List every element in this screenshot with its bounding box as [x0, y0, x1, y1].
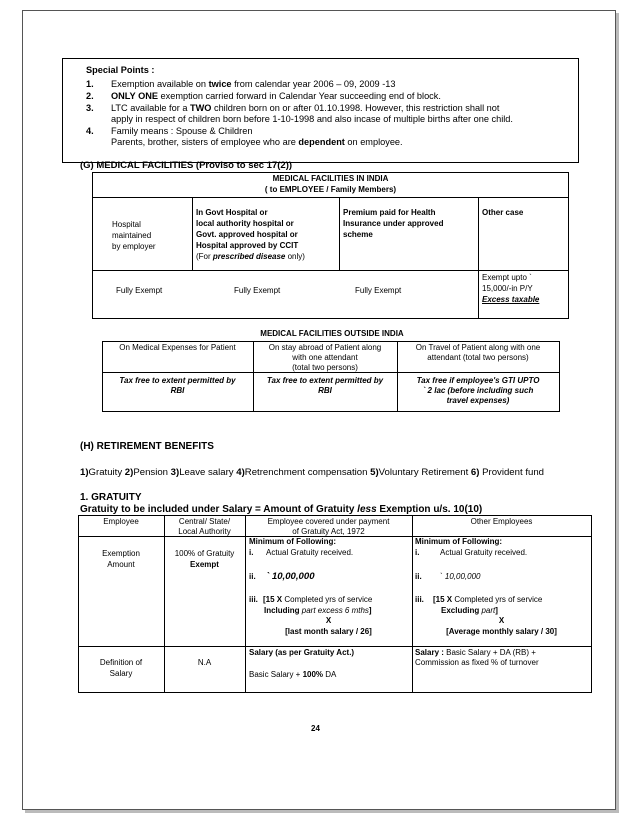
- col2-line: Govt. approved hospital or: [196, 230, 298, 239]
- col2-line: local authority hospital or: [196, 219, 294, 228]
- covered-ii: ` 10,00,000: [266, 571, 315, 582]
- other-x: X: [498, 616, 505, 625]
- covered-x: X: [325, 616, 332, 625]
- col2-line: Hospital approved by CCIT: [196, 241, 299, 250]
- def-other: Salary : Basic Salary + DA (RB) +: [415, 648, 536, 657]
- col4-header: Other case: [482, 208, 524, 217]
- item-number: 4.: [86, 126, 94, 136]
- covered-iii-num: iii.: [249, 595, 258, 604]
- outside-head-1: On Medical Expenses for Patient: [119, 343, 236, 352]
- outside-row-3c: travel expenses): [446, 396, 510, 405]
- def-label: Definition of: [99, 658, 143, 667]
- table-border: [591, 515, 592, 692]
- covered-ii-num: ii.: [249, 572, 256, 581]
- other-min: Minimum of Following:: [415, 537, 503, 546]
- other-iii-num: iii.: [415, 595, 424, 604]
- india-table-subtitle: ( to EMPLOYEE / Family Members): [264, 185, 397, 194]
- table-border: [78, 692, 592, 693]
- col3-line: scheme: [343, 230, 373, 239]
- outside-head-2: On stay abroad of Patient along: [268, 343, 382, 352]
- gratuity-subheading: Gratuity to be included under Salary = Amount of Gratuity less Exemption u/s. 10(10): [80, 504, 483, 515]
- other-i-num: i.: [415, 548, 420, 557]
- fully-exempt: Fully Exempt: [234, 286, 281, 295]
- table-border: [102, 411, 560, 412]
- outside-head-3b: attendant (total two persons): [427, 353, 529, 362]
- special-point-3-cont: apply in respect of children born before 1-10-1998 and also incase of multiple births after one child.: [111, 114, 513, 124]
- fully-exempt: Fully Exempt: [355, 286, 402, 295]
- table-border: [78, 515, 592, 516]
- other-i: Actual Gratuity received.: [440, 548, 528, 557]
- covered-iii-2: Including part excess 6 mths]: [264, 606, 372, 615]
- covered-min: Minimum of Following:: [249, 537, 337, 546]
- header-employee: Employee: [103, 517, 139, 526]
- outside-head-2b: with one attendant: [292, 353, 358, 362]
- col3-line: Insurance under approved: [343, 219, 444, 228]
- header-covered: Employee covered under payment: [267, 517, 390, 526]
- exempt-upto: Exempt upto `: [482, 273, 532, 282]
- outside-row-2b: RBI: [318, 386, 332, 395]
- exemption-label: Exemption: [102, 549, 140, 558]
- outside-row-3b: ` 2 lac (before including such: [422, 386, 534, 395]
- table-border: [412, 515, 413, 692]
- table-border: [92, 172, 569, 173]
- col1-line: maintained: [112, 231, 152, 240]
- outside-row-1b: RBI: [170, 386, 185, 395]
- item-number: 1.: [86, 79, 94, 89]
- def-covered-title: Salary (as per Gratuity Act.): [249, 648, 355, 657]
- retirement-benefits-list: 1)Gratuity 2)Pension 3)Leave salary 4)Retrenchment compensation 5)Voluntary Retirement 6) Provident fund: [80, 467, 544, 478]
- table-border: [92, 270, 569, 271]
- page-number: 24: [311, 724, 320, 733]
- col1-line: by employer: [112, 242, 156, 251]
- central-exempt-2: Exempt: [190, 560, 219, 569]
- header-local: Local Authority: [178, 527, 231, 536]
- covered-iii: [15 X Completed yrs of service: [263, 595, 373, 604]
- outside-row-3: Tax free if employee's GTI UPTO: [416, 376, 540, 385]
- fully-exempt: Fully Exempt: [116, 286, 163, 295]
- table-border: [92, 197, 569, 198]
- exempt-amount: 15,000/-in P/Y: [482, 284, 533, 293]
- other-ii: ` 10,00,000: [440, 572, 481, 581]
- outside-head-2c: (total two persons): [292, 363, 358, 372]
- special-point-1: Exemption available on twice from calendar year 2006 – 09, 2009 -13: [111, 79, 396, 89]
- col2-line-last: (For prescribed disease only): [196, 252, 305, 261]
- outside-head-3: On Travel of Patient along with one: [415, 343, 541, 352]
- table-border: [78, 646, 592, 647]
- other-iii: [15 X Completed yrs of service: [433, 595, 543, 604]
- table-border: [102, 341, 560, 342]
- section-h-heading: (H) RETIREMENT BENEFITS: [80, 441, 214, 452]
- special-point-3: LTC available for a TWO children born on or after 01.10.1998. However, this restriction shall not: [111, 103, 500, 113]
- other-last: [Average monthly salary / 30]: [446, 627, 557, 636]
- table-border: [245, 515, 246, 692]
- table-border: [339, 197, 340, 270]
- header-covered-2: of Gratuity Act, 1972: [292, 527, 365, 536]
- india-table-title: MEDICAL FACILITIES IN INDIA: [272, 174, 389, 183]
- def-covered-text: Basic Salary + 100% DA: [249, 670, 337, 679]
- other-ii-num: ii.: [415, 572, 422, 581]
- section-g-heading: (G) MEDICAL FACILITIES (Proviso to sec 17(2)): [80, 160, 293, 171]
- col2-line: In Govt Hospital or: [196, 208, 268, 217]
- covered-i-num: i.: [249, 548, 254, 557]
- def-other-2: Commission as fixed % of turnover: [415, 658, 539, 667]
- outside-row-2: Tax free to extent permitted by: [266, 376, 384, 385]
- outside-table-title: MEDICAL FACILITIES OUTSIDE INDIA: [260, 329, 404, 338]
- table-border: [192, 197, 193, 270]
- col1-line: Hospital: [112, 220, 141, 229]
- covered-i: Actual Gratuity received.: [266, 548, 354, 557]
- central-exempt: 100% of Gratuity: [174, 549, 235, 558]
- def-label-2: Salary: [109, 669, 133, 678]
- other-iii-2: Excluding part]: [441, 606, 498, 615]
- special-point-2: ONLY ONE exemption carried forward in Calendar Year succeeding end of block.: [111, 91, 441, 101]
- col3-line: Premium paid for Health: [343, 208, 436, 217]
- table-border: [478, 197, 479, 318]
- special-point-4-cont: Parents, brother, sisters of employee who are dependent on employee.: [111, 137, 403, 147]
- item-number: 3.: [86, 103, 94, 113]
- covered-last: [last month salary / 26]: [285, 627, 372, 636]
- excess-taxable: Excess taxable: [482, 295, 540, 304]
- gratuity-heading: 1. GRATUITY: [80, 492, 142, 503]
- table-border: [92, 318, 569, 319]
- exemption-label-2: Amount: [107, 560, 135, 569]
- special-point-4: Family means : Spouse & Children: [111, 126, 253, 136]
- def-central: N.A: [197, 658, 212, 667]
- table-border: [559, 341, 560, 411]
- outside-row-1: Tax free to extent permitted by: [119, 376, 236, 385]
- header-other: Other Employees: [470, 517, 533, 526]
- special-points-title: Special Points :: [86, 65, 155, 75]
- header-central: Central/ State/: [178, 517, 231, 526]
- item-number: 2.: [86, 91, 94, 101]
